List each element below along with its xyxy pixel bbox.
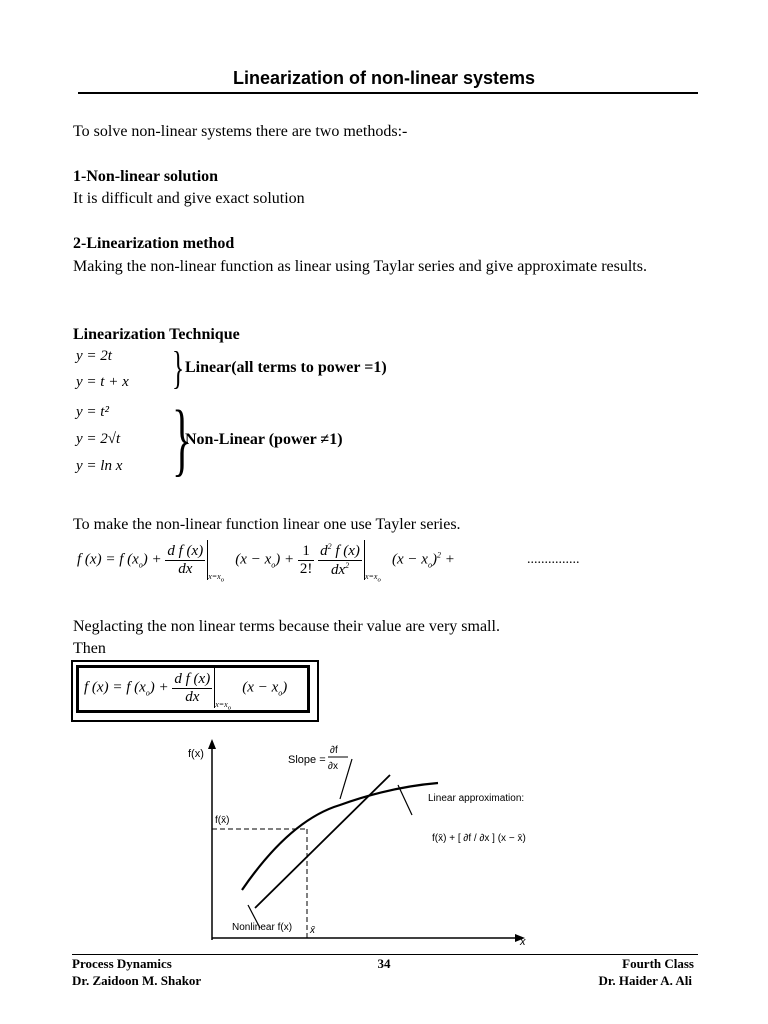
x-axis-label: x	[520, 936, 526, 948]
linear-brace: }	[172, 342, 185, 393]
linear-eq-2: y = t + x	[76, 374, 129, 390]
linear-label: Linear(all terms to power =1)	[185, 359, 387, 376]
method2-heading: 2-Linearization method	[73, 235, 235, 252]
nonlinear-curve	[242, 783, 438, 890]
linear-approx-formula: f(x̄) + [ ∂f / ∂x ] (x − x̄)	[432, 833, 526, 844]
linearization-graph	[180, 735, 560, 950]
neglect-text: Neglacting the non linear terms because their value are very small.	[73, 618, 500, 635]
nonlinear-eq-3: y = ln x	[76, 458, 123, 474]
y-axis-arrow	[208, 739, 216, 749]
xbar-label: x̄	[310, 925, 315, 936]
method2-text: Making the non-linear function as linear using Taylar series and give approximate results.	[73, 258, 647, 275]
slope-fraction-num: ∂f	[330, 745, 338, 756]
technique-heading: Linearization Technique	[73, 326, 240, 343]
page-number: 34	[377, 956, 391, 971]
linear-eq-1: y = 2t	[76, 348, 112, 364]
taylor-equation: f (x) = f $(x_o)$ + $\frac{\text{d f (x)}}{dx}$ $_{x=x_o}$ $(x - x_o)$ + $\frac{1}{2!}$ $\frac{d^2 f (x)}{dx^2}$ $_{x=x_o}$ $(x - x_o)^2$ +	[77, 541, 455, 585]
method1-text: It is difficult and give exact solution	[73, 190, 305, 207]
footer-author-right: Dr. Haider A. Ali	[598, 973, 692, 988]
slope-label: Slope =	[288, 754, 326, 766]
footer-course: Process Dynamics	[72, 956, 172, 971]
footer-class: Fourth Class	[622, 956, 694, 971]
footer-rule	[72, 954, 698, 955]
y-axis-label: f(x)	[188, 748, 204, 760]
then-text: Then	[73, 640, 106, 657]
fxbar-label: f(x̄)	[215, 815, 230, 826]
footer-author-left: Dr. Zaidoon M. Shakor	[72, 973, 202, 988]
nonlinear-label: Non-Linear (power ≠1)	[185, 431, 343, 448]
taylor-dots: ...............	[527, 552, 580, 567]
linear-equation: f (x) = f $(x_o)$ + $\frac{\text{d f (x)}}{dx}$ $_{x=x_o}$ $(x - x_o)$	[84, 668, 287, 712]
nonlinear-eq-1: y = t²	[76, 404, 109, 420]
slope-pointer	[340, 759, 352, 799]
intro-text: To solve non-linear systems there are two methods:-	[73, 123, 408, 140]
title-rule	[78, 92, 698, 94]
slope-fraction-den: ∂x	[328, 761, 338, 772]
tangent-line	[255, 775, 390, 908]
nonlinear-label: Nonlinear f(x)	[232, 922, 293, 933]
linear-approx-label: Linear approximation:	[428, 793, 525, 804]
nonlinear-brace: }	[172, 393, 192, 484]
nonlinear-eq-2: y = 2√t	[76, 431, 121, 447]
page-title: Linearization of non-linear systems	[232, 68, 536, 88]
taylor-text: To make the non-linear function linear one use Tayler series.	[73, 516, 461, 533]
linear-approx-pointer	[398, 785, 412, 815]
method1-heading: 1-Non-linear solution	[73, 168, 219, 185]
